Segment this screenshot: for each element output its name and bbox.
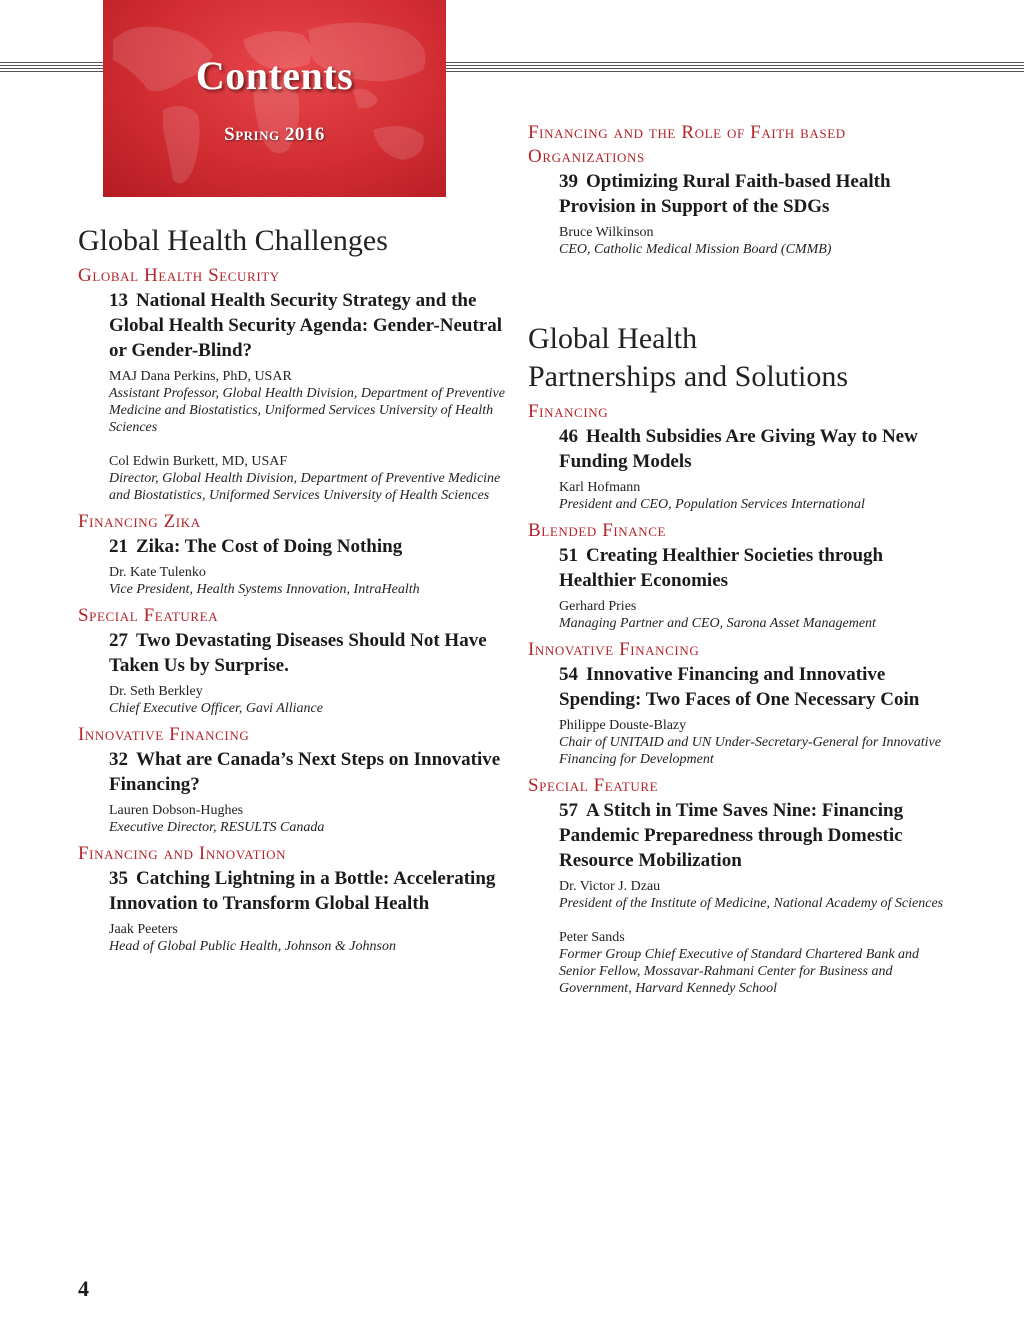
author-block <box>559 224 958 258</box>
page-number: 57 <box>559 800 578 821</box>
author-block <box>109 453 508 504</box>
toc-entry[interactable] <box>78 866 508 955</box>
section-heading: Innovative Financing <box>528 639 700 660</box>
article-title-text: Health Subsidies Are Giving Way to New Funding Models <box>559 426 918 472</box>
author-name: Peter Sands <box>559 930 625 945</box>
section-heading: Blended Finance <box>528 520 667 541</box>
article-title-text: Innovative Financing and Innovative Spending: Two Faces of One Necessary Coin <box>559 664 920 710</box>
toc-entry[interactable] <box>528 798 958 997</box>
author-name: Karl Hofmann <box>559 480 641 495</box>
article-title[interactable] <box>109 747 508 797</box>
author-name: Philippe Douste-Blazy <box>559 718 687 733</box>
section-heading: Financing Zika <box>78 511 201 532</box>
page-number: 54 <box>559 664 578 685</box>
author-role: President of the Institute of Medicine, National Academy of Sciences <box>559 896 944 911</box>
article-title[interactable] <box>109 866 508 916</box>
article-title[interactable] <box>109 534 508 559</box>
banner-title: Contents <box>195 53 354 98</box>
toc-entry[interactable] <box>528 424 958 513</box>
article-title[interactable] <box>559 169 958 219</box>
article-title-text: National Health Security Strategy and the Global Health Security Agenda: Gender-Neutral or Gender-Blind? <box>109 290 502 361</box>
author-role: President and CEO, Population Services International <box>559 497 865 512</box>
article-title-text: Zika: The Cost of Doing Nothing <box>136 536 403 557</box>
part-title-line-1: Global Health <box>528 322 698 355</box>
toc-entry[interactable] <box>78 288 508 504</box>
page-number: 39 <box>559 171 578 192</box>
page-number: 21 <box>109 536 128 557</box>
author-name: Jaak Peeters <box>109 922 178 937</box>
author-block <box>559 929 958 997</box>
page-number: 46 <box>559 426 578 447</box>
article-title[interactable] <box>559 662 958 712</box>
author-role: Former Group Chief Executive of Standard Chartered Bank and Senior Fellow, Mossavar-Rahmani Center for Business and Government, Harvard Kennedy School <box>559 947 920 996</box>
page-number: 27 <box>109 630 128 651</box>
author-name: Gerhard Pries <box>559 599 637 614</box>
article-title-text: A Stitch in Time Saves Nine: Financing Pandemic Preparedness through Domestic Resource Mobilization <box>559 800 904 871</box>
contents-banner <box>103 0 446 197</box>
author-name: Dr. Kate Tulenko <box>109 565 206 580</box>
article-title[interactable] <box>559 798 958 873</box>
section-heading: Financing <box>528 401 609 422</box>
author-role: Executive Director, RESULTS Canada <box>109 820 325 835</box>
author-block <box>109 802 508 836</box>
toc-entry[interactable] <box>78 747 508 836</box>
part-title: Global Health Challenges <box>78 224 388 257</box>
author-name: Col Edwin Burkett, MD, USAF <box>109 454 288 469</box>
author-role: Head of Global Public Health, Johnson & Johnson <box>109 939 396 954</box>
author-name: Lauren Dobson-Hughes <box>109 803 244 818</box>
article-title[interactable] <box>559 424 958 474</box>
article-title-text: Catching Lightning in a Bottle: Accelerating Innovation to Transform Global Health <box>109 868 496 914</box>
page-number: 13 <box>109 290 128 311</box>
author-role: Managing Partner and CEO, Sarona Asset Management <box>559 616 876 631</box>
author-block <box>559 598 958 632</box>
author-block <box>109 368 508 436</box>
banner-issue-date: Spring 2016 <box>224 124 325 145</box>
article-title-text: Optimizing Rural Faith-based Health Provision in Support of the SDGs <box>559 171 891 217</box>
article-title[interactable] <box>109 288 508 363</box>
article-title-text: Two Devastating Diseases Should Not Have Taken Us by Surprise. <box>109 630 487 676</box>
page-number-footer: 4 <box>78 1276 89 1301</box>
page-number: 35 <box>109 868 128 889</box>
author-role: Assistant Professor, Global Health Division, Department of Preventive Medicine and Biostatistics, Uniformed Services University of Health Sciences <box>109 386 505 435</box>
author-block <box>109 921 508 955</box>
section-heading: Special Feature <box>528 775 659 796</box>
page-number: 32 <box>109 749 128 770</box>
author-name: Dr. Victor J. Dzau <box>559 879 661 894</box>
page-number: 51 <box>559 545 578 566</box>
toc-entry[interactable] <box>78 534 508 598</box>
part-title-line-2: Partnerships and Solutions <box>528 360 848 393</box>
author-block <box>559 479 958 513</box>
left-column <box>78 222 508 955</box>
author-name: Bruce Wilkinson <box>559 225 654 240</box>
author-role: CEO, Catholic Medical Mission Board (CMMB) <box>559 242 832 257</box>
part-title <box>528 320 958 396</box>
article-title-text: Creating Healthier Societies through Healthier Economies <box>559 545 884 591</box>
author-role: Chair of UNITAID and UN Under-Secretary-General for Innovative Financing for Development <box>559 735 941 767</box>
author-role: Vice President, Health Systems Innovation, IntraHealth <box>109 582 420 597</box>
article-title[interactable] <box>109 628 508 678</box>
toc-entry[interactable] <box>528 169 958 258</box>
section-heading: Special Featurea <box>78 605 219 626</box>
section-heading: Financing and the Role of Faith based Organizations <box>528 122 846 167</box>
section-heading: Global Health Security <box>78 265 280 286</box>
toc-entry[interactable] <box>528 662 958 768</box>
toc-entry[interactable] <box>78 628 508 717</box>
author-block <box>109 683 508 717</box>
author-block <box>559 717 958 768</box>
toc-entry[interactable] <box>528 543 958 632</box>
section-heading: Financing and Innovation <box>78 843 287 864</box>
article-title-text: What are Canada’s Next Steps on Innovative Financing? <box>109 749 501 795</box>
author-name: MAJ Dana Perkins, PhD, USAR <box>109 369 292 384</box>
author-role: Director, Global Health Division, Department of Preventive Medicine and Biostatistics, Uniformed Services University of Health Sciences <box>109 471 501 503</box>
right-column <box>528 121 958 997</box>
author-name: Dr. Seth Berkley <box>109 684 203 699</box>
author-block <box>109 564 508 598</box>
author-role: Chief Executive Officer, Gavi Alliance <box>109 701 323 716</box>
section-heading: Innovative Financing <box>78 724 250 745</box>
author-block <box>559 878 958 912</box>
article-title[interactable] <box>559 543 958 593</box>
